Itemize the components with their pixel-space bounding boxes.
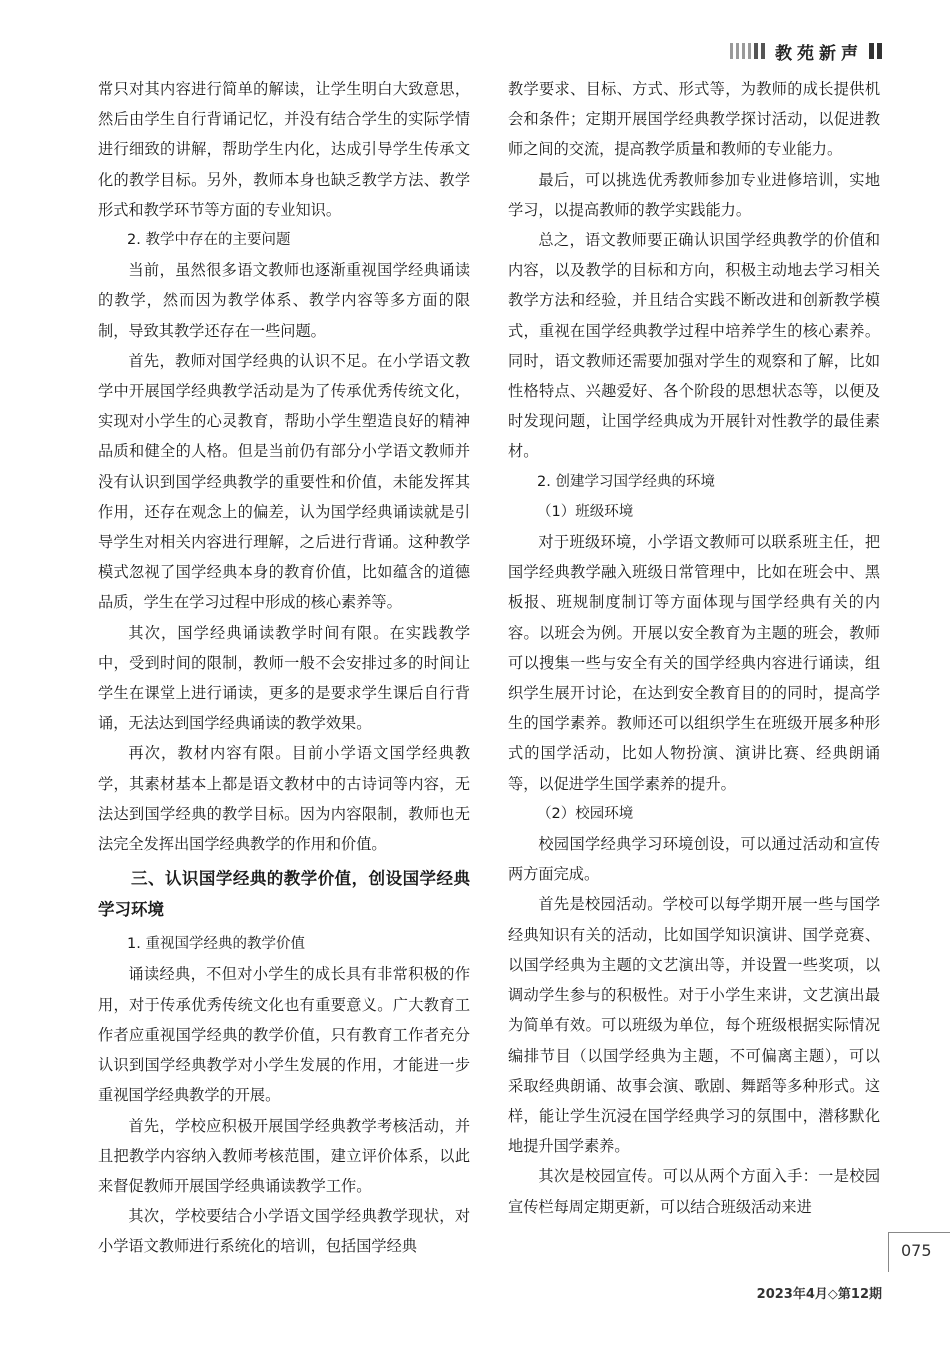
left-column bbox=[98, 74, 470, 1262]
body-paragraph: 其次，国学经典诵读教学时间有限。在实践教学中，受到时间的限制，教师一般不会安排过多的时间让学生在课堂上进行诵读，更多的是要求学生课后自行背诵，无法达到国学经典诵读的教学效果。 bbox=[98, 623, 470, 733]
subsection-heading: 2. 教学中存在的主要问题 bbox=[127, 232, 291, 249]
body-paragraph: 对于班级环境，小学语文教师可以联系班主任，把国学经典教学融入班级日常管理中，比如在班会中、黑板报、班规制度制订等方面体现与国学经典有关的内容。以班会为例。开展以安全教育为主题的班会，教师可以搜集一些与安全有关的国学经典内容进行诵读，组织学生展开讨论，在达到安全教育目的的同时，提高学生的国学素养。教师还可以组织学生在班级开展多种形式的国学活动，比如人物扮演、演讲比赛、经典朗诵等，以促进学生国学素养的提升。 bbox=[508, 533, 880, 793]
journal-header bbox=[730, 38, 882, 64]
right-column bbox=[508, 74, 880, 1222]
continued-paragraph: 教学要求、目标、方式、形式等，为教师的成长提供机会和条件；定期开展国学经典教学探讨活动，以促进教师之间的交流，提高教学质量和教师的专业能力。 bbox=[508, 80, 880, 159]
body-paragraph: 总之，语文教师要正确认识国学经典教学的价值和内容，以及教学的目标和方向，积极主动地去学习相关教学方法和经验，并且结合实践不断改进和创新教学模式，重视在国学经典教学过程中培养学生的核心素养。同时，语文教师还需要加强对学生的观察和了解，比如性格特点、兴趣爱好、各个阶段的思想状态等，以便及时发现问题，让国学经典成为开展针对性教学的最佳素材。 bbox=[508, 231, 880, 461]
continued-paragraph: 常只对其内容进行简单的解读，让学生明白大致意思，然后由学生自行背诵记忆，并没有结合学生的实际学情进行细致的讲解，帮助学生内化，达成引导学生传承文化的教学目标。另外，教师本身也缺乏教学方法、教学形式和教学环节等方面的专业知识。 bbox=[98, 80, 470, 219]
body-paragraph: 诵读经典，不但对小学生的成长具有非常积极的作用，对于传承优秀传统文化也有重要意义。广大教育工作者应重视国学经典的教学价值，只有教育工作者充分认识到国学经典教学对小学生发展的作用，才能进一步重视国学经典教学的开展。 bbox=[98, 965, 470, 1105]
body-paragraph: 校园国学经典学习环境创设，可以通过活动和宣传两方面完成。 bbox=[508, 835, 880, 884]
body-paragraph: 当前，虽然很多语文教师也逐渐重视国学经典诵读的教学，然而因为教学体系、教学内容等多方面的限制，导致其教学还存在一些问题。 bbox=[98, 261, 470, 340]
body-paragraph: 首先是校园活动。学校可以每学期开展一些与国学经典知识有关的活动，比如国学知识演讲、国学竞赛、以国学经典为主题的文艺演出等，并设置一些奖项，以调动学生参与的积极性。对于小学生来讲，文艺演出最为简单有效。可以班级为单位，每个班级根据实际情况编排节目（以国学经典为主题，不可偏离主题），可以采取经典朗诵、故事会演、歌剧、舞蹈等多种形式。这样，能让学生沉浸在国学经典学习的氛围中，潜移默化地提升国学素养。 bbox=[508, 895, 880, 1156]
subsection-heading: （1）班级环境 bbox=[537, 503, 634, 520]
body-paragraph: 其次是校园宣传。可以从两个方面入手：一是校园宣传栏每周定期更新，可以结合班级活动来进 bbox=[508, 1167, 880, 1216]
page-number: 075 bbox=[888, 1232, 950, 1272]
section-heading: 三、认识国学经典的教学价值，创设国学经典学习环境 bbox=[98, 869, 470, 920]
header-stripe-decoration bbox=[730, 43, 765, 59]
body-paragraph: 其次，学校要结合小学语文国学经典教学现状，对小学语文教师进行系统化的培训，包括国学经典 bbox=[98, 1207, 470, 1256]
journal-section-title: 教苑新声 bbox=[775, 43, 863, 64]
subsection-heading: 2. 创建学习国学经典的环境 bbox=[537, 473, 715, 490]
header-end-decoration bbox=[869, 43, 882, 59]
body-paragraph: 再次，教材内容有限。目前小学语文国学经典教学，其素材基本上都是语文教材中的古诗词等内容，无法达到国学经典的教学目标。因为内容限制，教师也无法完全发挥出国学经典教学的作用和价值。 bbox=[98, 744, 470, 854]
subsection-heading: 1. 重视国学经典的教学价值 bbox=[127, 936, 305, 953]
body-paragraph: 首先，学校应积极开展国学经典教学考核活动，并且把教学内容纳入教师考核范围，建立评价体系，以此来督促教师开展国学经典诵读教学工作。 bbox=[98, 1116, 470, 1195]
issue-info: 2023年4月◇第12期 bbox=[756, 1287, 882, 1302]
subsection-heading: （2）校园环境 bbox=[537, 805, 634, 822]
body-paragraph: 首先，教师对国学经典的认识不足。在小学语文教学中开展国学经典教学活动是为了传承优秀传统文化，实现对小学生的心灵教育，帮助小学生塑造良好的精神品质和健全的人格。但是当前仍有部分小学语文教师并没有认识到国学经典教学的重要性和价值，未能发挥其作用，还存在观念上的偏差，认为国学经典诵读就是引导学生对相关内容进行理解，之后进行背诵。这种教学模式忽视了国学经典本身的教育价值，比如蕴含的道德品质，学生在学习过程中形成的核心素养等。 bbox=[98, 351, 470, 612]
body-paragraph: 最后，可以挑选优秀教师参加专业进修培训，实地学习，以提高教师的教学实践能力。 bbox=[508, 170, 880, 219]
